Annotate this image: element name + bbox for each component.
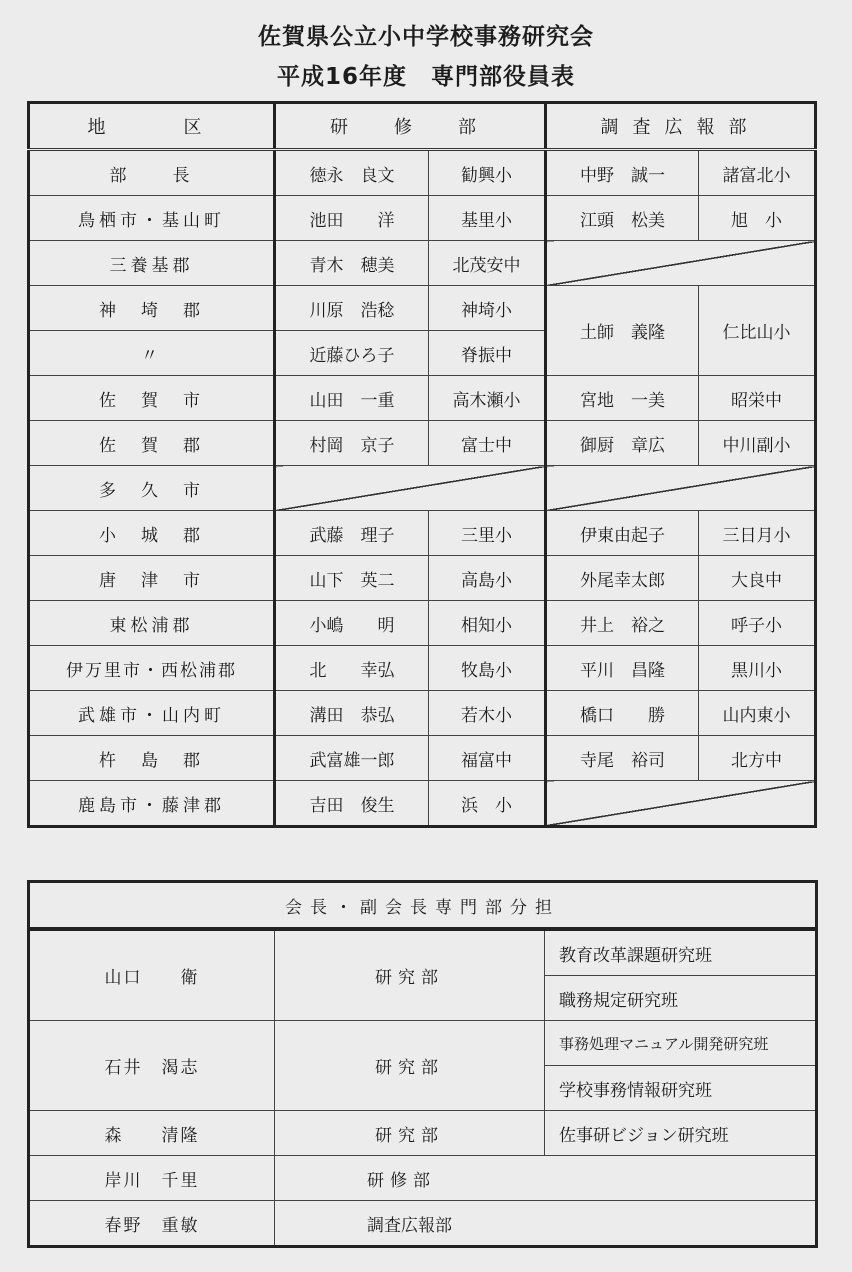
team-cell: 学校事務情報研究班 bbox=[545, 1066, 817, 1111]
district-cell: 唐 津 市 bbox=[29, 556, 275, 601]
chosa-school-cell: 昭栄中 bbox=[699, 376, 816, 421]
table-row bbox=[29, 421, 816, 466]
dept-cell: 研究部 bbox=[275, 929, 545, 1021]
district-cell: 杵 島 郡 bbox=[29, 736, 275, 781]
district-cell: 〃 bbox=[29, 331, 275, 376]
table-row bbox=[29, 929, 817, 976]
team-cell: 佐事研ビジョン研究班 bbox=[545, 1111, 817, 1156]
kenshu-school-cell: 富士中 bbox=[429, 421, 546, 466]
dept-cell: 研究部 bbox=[275, 1021, 545, 1111]
district-cell: 三養基郡 bbox=[29, 241, 275, 286]
kenshu-school-cell: 高木瀬小 bbox=[429, 376, 546, 421]
chosa-school-cell: 呼子小 bbox=[699, 601, 816, 646]
district-cell: 伊万里市・西松浦郡 bbox=[29, 646, 275, 691]
kenshu-name-cell: 川原 浩稔 bbox=[275, 286, 429, 331]
district-cell: 鹿島市・藤津郡 bbox=[29, 781, 275, 827]
person-name-cell: 森 清隆 bbox=[29, 1111, 275, 1156]
kenshu-name-cell: 村岡 京子 bbox=[275, 421, 429, 466]
table-row bbox=[29, 691, 816, 736]
officers-table bbox=[27, 101, 817, 828]
district-cell: 佐 賀 市 bbox=[29, 376, 275, 421]
kenshu-school-cell: 高島小 bbox=[429, 556, 546, 601]
kenshu-school-cell: 神埼小 bbox=[429, 286, 546, 331]
chosa-name-cell: 寺尾 裕司 bbox=[546, 736, 699, 781]
kenshu-name-cell: 武富雄一郎 bbox=[275, 736, 429, 781]
empty-diagonal-cell bbox=[275, 466, 546, 511]
team-cell: 教育改革課題研究班 bbox=[545, 929, 817, 976]
chosa-school-cell: 黒川小 bbox=[699, 646, 816, 691]
chosa-school-cell: 仁比山小 bbox=[699, 286, 816, 376]
assignments-table bbox=[27, 880, 818, 1248]
assignments-caption: 会長・副会長専門部分担 bbox=[29, 882, 817, 930]
team-cell: 職務規定研究班 bbox=[545, 976, 817, 1021]
kenshu-name-cell: 溝田 恭弘 bbox=[275, 691, 429, 736]
kenshu-name-cell: 池田 洋 bbox=[275, 196, 429, 241]
district-cell: 多 久 市 bbox=[29, 466, 275, 511]
district-cell: 神 埼 郡 bbox=[29, 286, 275, 331]
document-title: 佐賀県公立小中学校事務研究会 bbox=[258, 24, 594, 50]
table-row bbox=[29, 601, 816, 646]
chosa-name-cell: 御厨 章広 bbox=[546, 421, 699, 466]
table-row bbox=[29, 286, 816, 331]
chosa-name-cell: 土師 義隆 bbox=[546, 286, 699, 376]
table-row bbox=[29, 150, 816, 196]
empty-diagonal-cell bbox=[546, 241, 816, 286]
chosa-name-cell: 井上 裕之 bbox=[546, 601, 699, 646]
table-row bbox=[29, 466, 816, 511]
table-row bbox=[29, 1156, 817, 1201]
person-name-cell: 山口 衛 bbox=[29, 929, 275, 1021]
chosa-name-cell: 伊東由起子 bbox=[546, 511, 699, 556]
chosa-school-cell: 三日月小 bbox=[699, 511, 816, 556]
chosa-name-cell: 中野 誠一 bbox=[546, 150, 699, 196]
chosa-name-cell: 宮地 一美 bbox=[546, 376, 699, 421]
kenshu-school-cell: 牧島小 bbox=[429, 646, 546, 691]
chosa-header: 調査広報部 bbox=[546, 103, 816, 150]
table-row bbox=[29, 556, 816, 601]
table-row bbox=[29, 646, 816, 691]
kenshu-name-cell: 青木 穂美 bbox=[275, 241, 429, 286]
kenshu-school-cell: 若木小 bbox=[429, 691, 546, 736]
table-row bbox=[29, 241, 816, 286]
chosa-name-cell: 江頭 松美 bbox=[546, 196, 699, 241]
kenshu-school-cell: 脊振中 bbox=[429, 331, 546, 376]
dept-cell: 研修部 bbox=[275, 1156, 817, 1201]
empty-diagonal-cell bbox=[546, 781, 816, 827]
table-row bbox=[29, 1201, 817, 1247]
kenshu-name-cell: 吉田 俊生 bbox=[275, 781, 429, 827]
table-row bbox=[29, 376, 816, 421]
kenshu-school-cell: 相知小 bbox=[429, 601, 546, 646]
officers-header-row bbox=[29, 103, 816, 150]
kenshu-name-cell: 近藤ひろ子 bbox=[275, 331, 429, 376]
person-name-cell: 岸川 千里 bbox=[29, 1156, 275, 1201]
empty-diagonal-cell bbox=[546, 466, 816, 511]
table-row bbox=[29, 1111, 817, 1156]
chosa-school-cell: 中川副小 bbox=[699, 421, 816, 466]
table-row bbox=[29, 781, 816, 827]
table-row bbox=[29, 511, 816, 556]
kenshu-school-cell: 勧興小 bbox=[429, 150, 546, 196]
dept-cell: 研究部 bbox=[275, 1111, 545, 1156]
kenshu-header: 研 修 部 bbox=[275, 103, 546, 150]
district-cell: 東松浦郡 bbox=[29, 601, 275, 646]
kenshu-school-cell: 浜 小 bbox=[429, 781, 546, 827]
chosa-school-cell: 諸富北小 bbox=[699, 150, 816, 196]
kenshu-name-cell: 武藤 理子 bbox=[275, 511, 429, 556]
kenshu-name-cell: 徳永 良文 bbox=[275, 150, 429, 196]
document-subtitle: 平成16年度 専門部役員表 bbox=[276, 64, 575, 90]
dept-cell: 調査広報部 bbox=[275, 1201, 817, 1247]
kenshu-school-cell: 基里小 bbox=[429, 196, 546, 241]
chosa-school-cell: 山内東小 bbox=[699, 691, 816, 736]
kenshu-school-cell: 福富中 bbox=[429, 736, 546, 781]
team-cell: 事務処理マニュアル開発研究班 bbox=[545, 1021, 817, 1066]
district-cell: 佐 賀 郡 bbox=[29, 421, 275, 466]
chosa-school-cell: 大良中 bbox=[699, 556, 816, 601]
chosa-name-cell: 外尾幸太郎 bbox=[546, 556, 699, 601]
chosa-name-cell: 橋口 勝 bbox=[546, 691, 699, 736]
kenshu-school-cell: 北茂安中 bbox=[429, 241, 546, 286]
district-cell: 小 城 郡 bbox=[29, 511, 275, 556]
person-name-cell: 春野 重敏 bbox=[29, 1201, 275, 1247]
chosa-name-cell: 平川 昌隆 bbox=[546, 646, 699, 691]
table-row bbox=[29, 1021, 817, 1066]
district-cell: 武雄市・山内町 bbox=[29, 691, 275, 736]
district-cell: 鳥栖市・基山町 bbox=[29, 196, 275, 241]
kenshu-school-cell: 三里小 bbox=[429, 511, 546, 556]
district-cell: 部 長 bbox=[29, 150, 275, 196]
kenshu-name-cell: 小嶋 明 bbox=[275, 601, 429, 646]
district-header: 地 区 bbox=[29, 103, 275, 150]
chosa-school-cell: 北方中 bbox=[699, 736, 816, 781]
kenshu-name-cell: 山田 一重 bbox=[275, 376, 429, 421]
table-row bbox=[29, 736, 816, 781]
person-name-cell: 石井 渴志 bbox=[29, 1021, 275, 1111]
chosa-school-cell: 旭 小 bbox=[699, 196, 816, 241]
kenshu-name-cell: 山下 英二 bbox=[275, 556, 429, 601]
table-row bbox=[29, 196, 816, 241]
kenshu-name-cell: 北 幸弘 bbox=[275, 646, 429, 691]
